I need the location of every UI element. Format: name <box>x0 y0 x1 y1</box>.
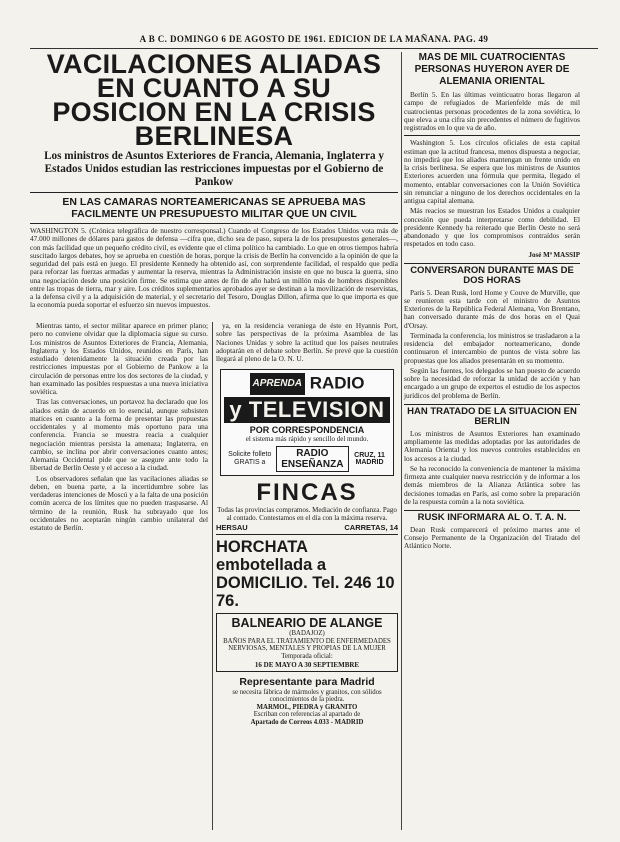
representante-ad-text: Escriban con referencias al apartado de <box>253 711 361 719</box>
ad-school-name: RADIO ENSEÑANZA <box>276 446 350 472</box>
paragraph: Según las fuentes, los delegados se han puesto de acuerdo sobre la necesidad de reforzar la unidad de acción y han encargado a un grupo de expertos el estudio de los aspectos jurídicos del problema de Berlín. <box>404 365 580 400</box>
representante-ad-text: se necesita fábrica de mármoles y granitos, con sólidos conocimientos de la piedra. <box>232 688 382 704</box>
divider <box>30 192 398 193</box>
balneario-season: Temporada oficial: <box>281 653 333 661</box>
representante-ad-title: Representante para Madrid <box>239 675 375 688</box>
column-rule <box>401 52 402 830</box>
paragraph: Los ministros de Asuntos Exteriores han examinado ampliamente las medidas adoptadas por las autoridades de Alemania Oriental y los nuevos controles establecidos en los accesos a la ciudad. <box>404 428 580 463</box>
middle-column <box>216 322 398 727</box>
fincas-ad-footer <box>216 523 398 535</box>
fincas-address: CARRETAS, 14 <box>344 523 398 533</box>
column-rule <box>212 322 213 830</box>
paragraph: ya, en la residencia veraniega de éste en Hyannis Port, sobre las perspectivas de la próxima Asamblea de las Naciones Unidas y sobre la actitud que los países neutrales adoptarán en el debate sobre Berlín. Se prevé que la cuestión llegará al pleno de la O. N. U. <box>216 321 398 363</box>
divider <box>404 135 580 136</box>
paragraph: Berlín 5. En las últimas veinticuatro horas llegaron al campo de refugiados de Marienfelde más de mil cuatrocientas personas procedentes de la zona soviética, lo que eleva a una cifra sin precedentes el número de fugitivos registrados en lo que va de año. <box>404 90 580 132</box>
balneario-ad <box>216 613 398 671</box>
radio-television-ad <box>220 369 394 476</box>
ad-tv-title: y TELEVISION <box>224 397 390 423</box>
ad-radio-title: RADIO <box>309 373 365 393</box>
paragraph: Los observadores señalan que las vacilaciones aliadas se deben, en buena parte, a la incertidumbre sobre las verdaderas intenciones de Moscú y a la falta de una posición común acerca de los límites que no pueden traspasarse. Al término de la reunión, Rusk ha subrayado que los occidentales no aceptarán ningún cambio unilateral del estatuto de Berlín. <box>30 473 208 532</box>
section-headline: RUSK INFORMARA AL O. T. A. N. <box>404 510 580 524</box>
left-column <box>30 322 208 534</box>
section-headline: HAN TRATADO DE LA SITUACION EN BERLIN <box>404 404 580 428</box>
ad-cta: Solicite folleto GRATIS a <box>228 451 272 467</box>
paragraph: Se ha reconocido la conveniencia de mantener la máxima firmeza ante cualquier nueva restricción y de informar a los demás miembros de la Alianza Atlántica sobre las decisiones tomadas en París, así como sobre la preparación de la respuesta común a la nota soviética. <box>404 463 580 506</box>
byline: José Mª MASSIP <box>528 250 580 259</box>
secondary-headline: EN LAS CAMARAS NORTEAMERICANAS SE APRUEBA MAS FACILMENTE UN PRESUPUESTO MILITAR QUE UN CIVIL <box>62 196 366 220</box>
paragraph: Tras las conversaciones, un portavoz ha declarado que los aliados están de acuerdo en lo esencial, aunque subsisten matices en cuanto a la forma de presentar las propuestas occidentales y al momento más oportuno para una conferencia. Francia se muestra reacia a cualquier negociación mientras persista la amenaza; Inglaterra, en cambio, se inclina por abrir conversaciones cuanto antes; Alemania Occidental pide que se asegure ante todo la libertad de Berlín Oeste y el acceso a la ciudad. <box>30 397 208 473</box>
paragraph: París 5. Dean Rusk, lord Home y Couve de Murville, que se reunieron esta tarde con el ministro de Asuntos Exteriores de la República Federal Alemana, Von Brentano, han conversado durante más de dos horas en el Quai d'Orsay. <box>404 287 580 330</box>
lead-article-head <box>30 49 398 310</box>
representante-box: Apartado de Correos 4.033 - MADRID <box>250 719 364 726</box>
lead-article-intro: WASHINGTON 5. (Crónica telegráfica de nuestro corresponsal.) Cuando el Congreso de los Estados Unidos vota más de 47.000 millones de dólares para gastos de defensa —cifra que, dicho sea de paso, supera la de los presupuestos generales—, con más facilidad que un pequeño crédito civil, es evidente que el clima político ha cambiado. Lo que en otros tiempos habría suscitado largos debates, hoy se aprueba en cuestión de horas, porque la crisis de Berlín ha convencido a la opinión de que la seguridad del país está en juego. El presidente Kennedy ha obtenido así, con sorprendente facilidad, el respaldo que pedía para reforzar las fuerzas armadas y aumentar la reserva, mientras la Administración insiste en que no busca la guerra, sino una negociación desde una posición firme. Se estima que antes de fin de año habrá un millón más de hombres disponibles entre las tropas de tierra, mar y aire. Los créditos suplementarios aprobados ayer se destinan a la movilización de reservistas, a la defensa civil y a la adquisición de material, y el secretario del Tesoro, Douglas Dillon, afirma que lo que importa es que la economía pueda soportar el esfuerzo sin nuevos impuestos. <box>30 226 398 310</box>
main-subhead: Los ministros de Asuntos Exteriores de Francia, Alemania, Inglaterra y Estados Unidos estudian las restricciones impuestas por el Gobierno de Pankow <box>44 150 384 188</box>
section-headline: CONVERSARON DURANTE MAS DE DOS HORAS <box>404 263 580 287</box>
paragraph: Más reacios se muestran los Estados Unidos a cualquier concesión que pueda interpretarse como debilidad. El presidente Kennedy ha reiterado que Berlín Oeste no será abandonado y que los compromisos contraídos serán respetados en todo caso. <box>404 206 580 249</box>
ad-address: CRUZ, 11 MADRID <box>354 451 385 467</box>
representante-firm: MARMOL, PIEDRA y GRANITO <box>256 703 358 711</box>
fincas-ad-text: Todas las provincias compramos. Mediación de confianza. Pago al contado. Contestamos en el día con la máxima reserva. <box>217 506 397 523</box>
fincas-ad-title: FINCAS <box>256 479 358 507</box>
ad-line: el sistema más rápido y sencillo del mundo. <box>245 435 369 444</box>
paragraph: Terminada la conferencia, los ministros se trasladaron a la residencia del embajador norteamericano, donde continuaron el intercambio de puntos de vista sobre las propuestas que los aliados presentarán en su momento. <box>404 330 580 365</box>
paragraph: Dean Rusk comparecerá el próximo martes ante el Consejo Permanente de la Organización del Tratado del Atlántico Norte. <box>404 524 580 550</box>
ad-line: POR CORRESPONDENCIA <box>249 425 365 436</box>
balneario-dates: 16 DE MAYO A 30 SEPTIEMBRE <box>254 660 360 669</box>
balneario-title: BALNEARIO DE ALANGE <box>231 616 383 631</box>
page-header: A B C. DOMINGO 6 DE AGOSTO DE 1961. EDICION DE LA MAÑANA. PAG. 49 <box>30 34 598 49</box>
refugees-headline: MAS DE MIL CUATROCIENTAS PERSONAS HUYERON AYER DE ALEMANIA ORIENTAL <box>414 52 570 87</box>
ad-label: APRENDA <box>250 373 305 395</box>
right-column <box>404 52 580 552</box>
paragraph: Washington 5. Los círculos oficiales de esta capital estiman que la actitud francesa, menos dispuesta a negociar, no impedirá que los aliados mantengan un frente unido en la crisis berlinesa. Se espera que los ministros de Asuntos Exteriores acuerden una fórmula que permita, llegado el momento, entablar conversaciones con la Unión Soviética sin renunciar a ninguno de los derechos occidentales en la antigua capital alemana. <box>404 138 580 205</box>
paragraph: Mientras tanto, el sector militar aparece en primer plano; pero no conviene olvidar que la diplomacia sigue su curso. Los ministros de Asuntos Exteriores de Francia, Alemania, Inglaterra y los Estados Unidos, reunidos en París, han estudiado detenidamente la situación creada por las restricciones impuestas por el Gobierno de Pankow a la circulación de personas entre los dos sectores de la ciudad, y han examinado las posibles respuestas a una nueva iniciativa soviética. <box>30 321 208 396</box>
balneario-text: BAÑOS PARA EL TRATAMIENTO DE ENFERMEDADES NERVIOSAS, MENTALES Y PROPIAS DE LA MUJER <box>223 637 391 653</box>
balneario-place: (BADAJOZ) <box>289 630 325 638</box>
divider <box>30 223 398 224</box>
fincas-firm: HERSAU <box>216 523 248 533</box>
main-headline: VACILACIONES ALIADAS EN CUANTO A SU POSICION EN LA CRISIS BERLINESA <box>46 49 382 151</box>
horchata-ad: HORCHATA embotellada a DOMICILIO. Tel. 246 10 76. <box>216 538 395 611</box>
